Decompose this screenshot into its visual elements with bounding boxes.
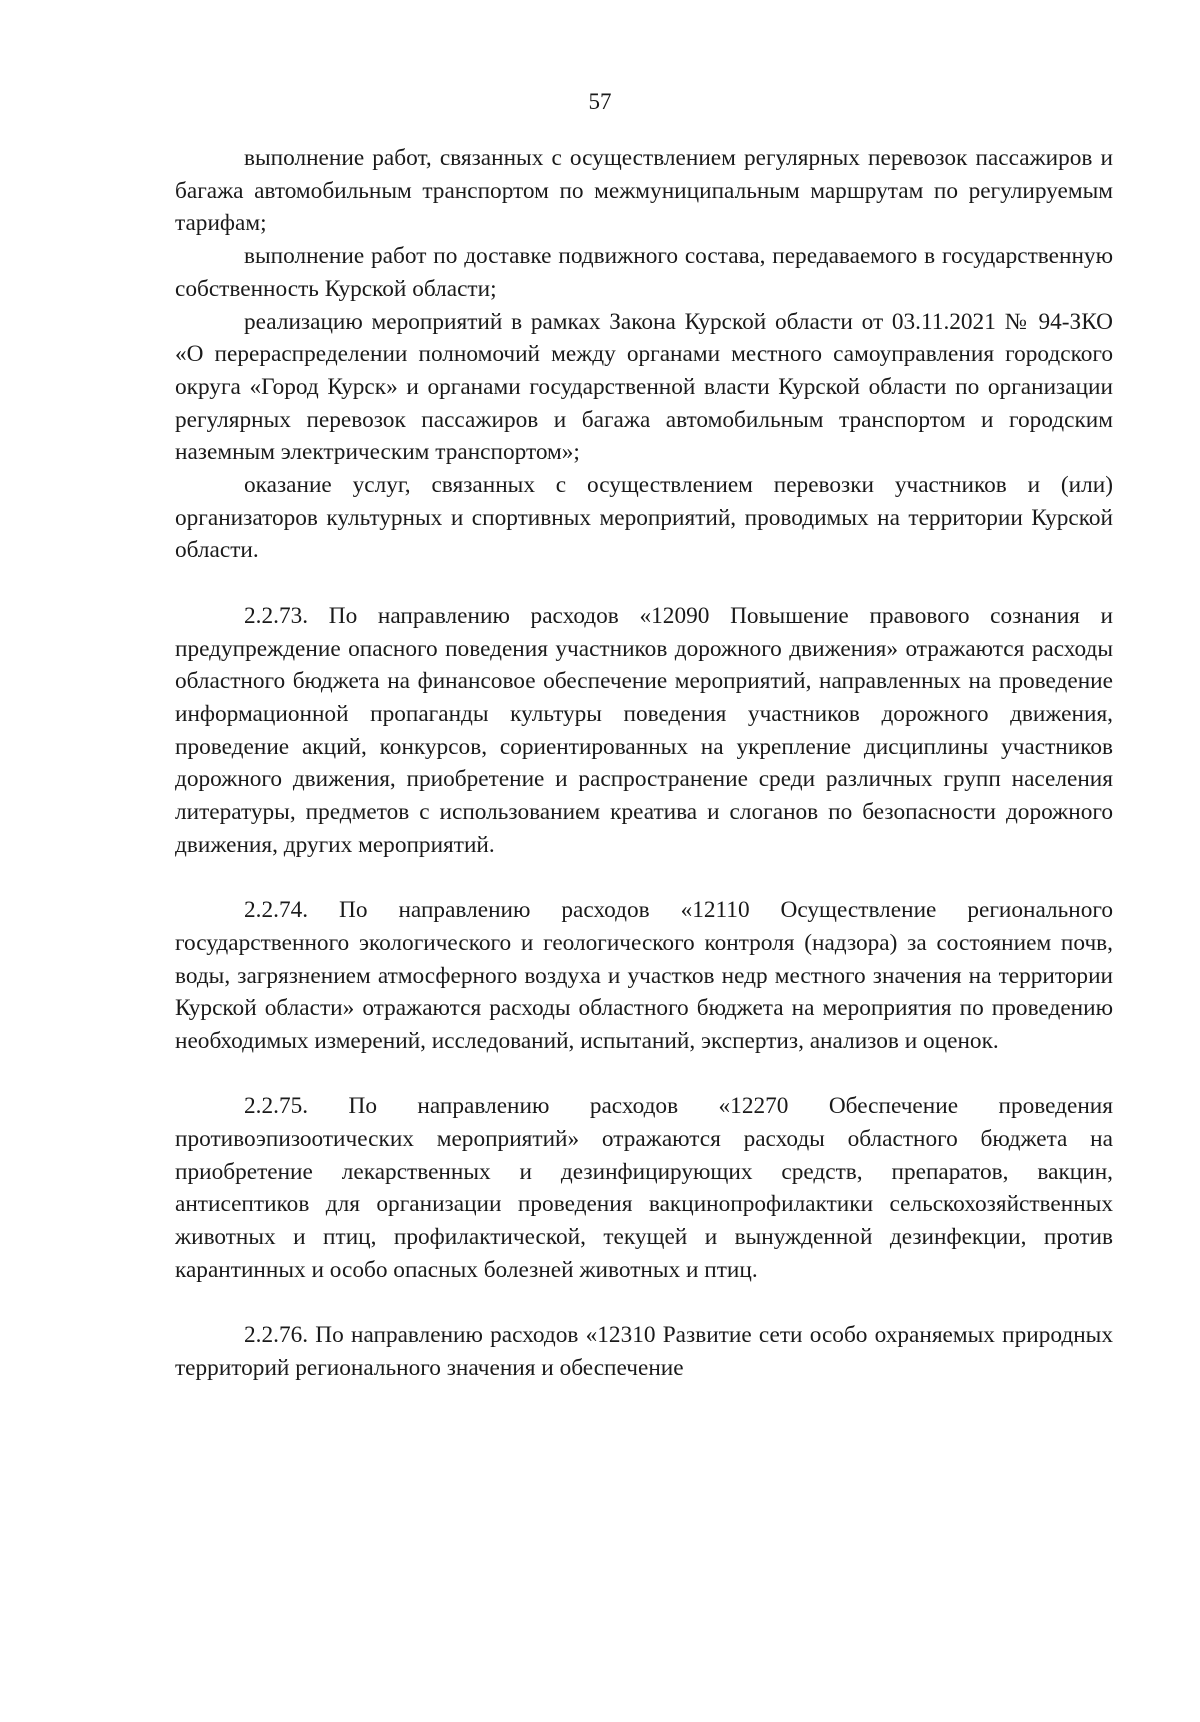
paragraph-event-transport-services: оказание услуг, связанных с осуществлением перевозки участников и (или) организаторов культурных и спортивных мероприятий, проводимых на территории Курской области. <box>175 472 1113 564</box>
document-body <box>175 142 1113 1385</box>
section-2-2-73: 2.2.73. По направлению расходов «12090 Повышение правового сознания и предупреждение опасного поведения участников дорожного движения» отражаются расходы областного бюджета на финансовое обеспечение мероприятий, направленных на проведение информационной пропаганды культуры поведения участников дорожного движения, проведение акций, конкурсов, сориентированных на укрепление дисциплины участников дорожного движения, приобретение и распространение среди различных групп населения литературы, предметов с использованием креатива и слоганов по безопасности дорожного движения, других мероприятий. <box>175 602 1113 858</box>
page-number: 57 <box>588 89 612 114</box>
paragraph-kursk-law-implementation: реализацию мероприятий в рамках Закона Курской области от 03.11.2021 № 94-ЗКО «О перераспределении полномочий между органами местного самоуправления городского округа «Город Курск» и органами государственной власти Курской области по организации регулярных перевозок пассажиров и багажа автомобильным транспортом и городским наземным электрическим транспортом»; <box>175 308 1113 466</box>
section-2-2-75: 2.2.75. По направлению расходов «12270 Обеспечение проведения противоэпизоотических мероприятий» отражаются расходы областного бюджета на приобретение лекарственных и дезинфицирующих средств, препаратов, вакцин, антисептиков для организации проведения вакцинопрофилактики сельскохозяйственных животных и птиц, профилактической, текущей и вынужденной дезинфекции, против карантинных и особо опасных болезней животных и птиц. <box>175 1093 1113 1283</box>
paragraph-regular-transport: выполнение работ, связанных с осуществлением регулярных перевозок пассажиров и багажа автомобильным транспортом по межмуниципальным маршрутам по регулируемым тарифам; <box>175 145 1113 237</box>
paragraph-rolling-stock-delivery: выполнение работ по доставке подвижного состава, передаваемого в государственную собственность Курской области; <box>175 243 1113 302</box>
section-2-2-74: 2.2.74. По направлению расходов «12110 Осуществление регионального государственного экологического и геологического контроля (надзора) за состоянием почв, воды, загрязнением атмосферного воздуха и участков недр местного значения на территории Курской области» отражаются расходы областного бюджета на мероприятия по проведению необходимых измерений, исследований, испытаний, экспертиз, анализов и оценок. <box>175 897 1113 1054</box>
section-2-2-76: 2.2.76. По направлению расходов «12310 Развитие сети особо охраняемых природных территорий регионального значения и обеспечение <box>175 1322 1113 1381</box>
